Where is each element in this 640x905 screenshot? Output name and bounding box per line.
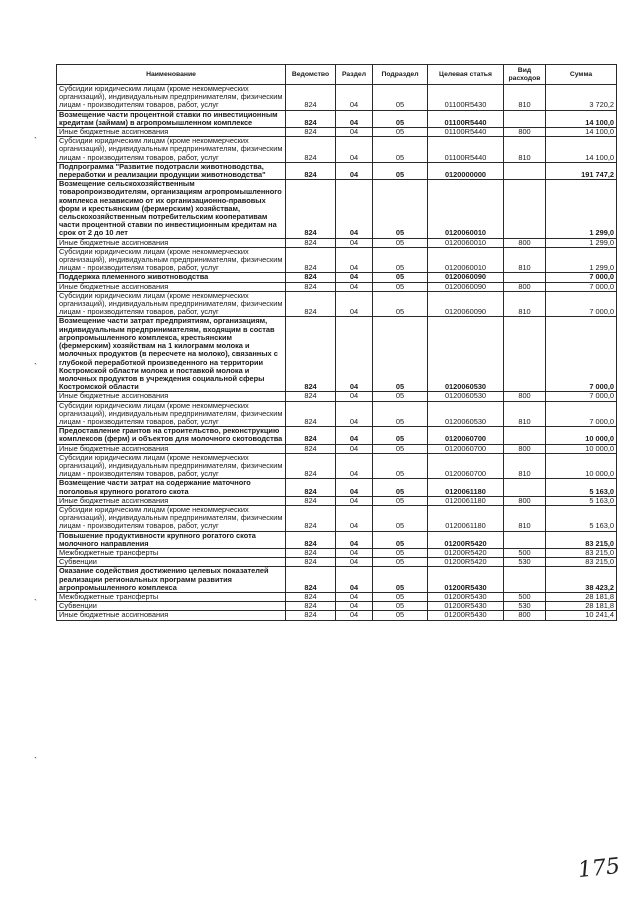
table-row (57, 137, 617, 163)
row-expense-type: 500 (504, 548, 546, 557)
row-subsection: 05 (373, 392, 428, 401)
table-row (57, 317, 617, 392)
row-expense-type (504, 567, 546, 593)
table-row (57, 567, 617, 593)
row-department: 824 (286, 427, 336, 444)
row-amount: 7 000,0 (546, 401, 617, 427)
row-department: 824 (286, 291, 336, 317)
row-target-item: 0120061180 (428, 505, 504, 531)
row-section: 04 (336, 479, 373, 496)
row-name: Повышение продуктивности крупного рогатого скота молочного направления (57, 531, 286, 548)
row-section: 04 (336, 273, 373, 282)
table-row (57, 392, 617, 401)
row-amount: 5 163,0 (546, 505, 617, 531)
row-subsection: 05 (373, 427, 428, 444)
handwritten-page-number: 175 (576, 853, 622, 884)
row-amount: 1 299,0 (546, 180, 617, 238)
row-target-item: 01200R5420 (428, 548, 504, 557)
row-subsection: 05 (373, 291, 428, 317)
table-row (57, 291, 617, 317)
table-row (57, 162, 617, 179)
row-subsection: 05 (373, 558, 428, 567)
row-section: 04 (336, 317, 373, 392)
row-name: Иные бюджетные ассигнования (57, 238, 286, 247)
header-target-item: Целевая статья (428, 65, 504, 85)
row-target-item: 0120060090 (428, 282, 504, 291)
row-department: 824 (286, 162, 336, 179)
row-expense-type (504, 479, 546, 496)
row-name: Межбюджетные трансферты (57, 548, 286, 557)
header-expense-type: Вид расходов (504, 65, 546, 85)
row-target-item: 0120000000 (428, 162, 504, 179)
row-section: 04 (336, 505, 373, 531)
row-subsection: 05 (373, 444, 428, 453)
row-expense-type: 810 (504, 453, 546, 479)
row-subsection: 05 (373, 128, 428, 137)
row-amount: 14 100,0 (546, 128, 617, 137)
table-row (57, 180, 617, 238)
row-subsection: 05 (373, 602, 428, 611)
header-department: Ведомство (286, 65, 336, 85)
row-name: Оказание содействия достижению целевых показателей реализации региональных программ развития агропромышленного комплекса (57, 567, 286, 593)
row-target-item: 0120060090 (428, 273, 504, 282)
row-department: 824 (286, 444, 336, 453)
margin-mark: ` (34, 598, 37, 608)
row-section: 04 (336, 85, 373, 111)
row-amount: 7 000,0 (546, 282, 617, 291)
row-name: Подпрограмма "Развитие подотрасли животноводства, переработки и реализации продукции животноводства" (57, 162, 286, 179)
row-department: 824 (286, 479, 336, 496)
row-name: Субвенции (57, 602, 286, 611)
header-amount: Сумма (546, 65, 617, 85)
row-department: 824 (286, 505, 336, 531)
margin-mark: ` (34, 362, 37, 372)
row-department: 824 (286, 531, 336, 548)
row-department: 824 (286, 611, 336, 620)
table-row (57, 85, 617, 111)
row-target-item: 0120060010 (428, 247, 504, 273)
row-amount: 10 000,0 (546, 444, 617, 453)
row-name: Субвенции (57, 558, 286, 567)
row-section: 04 (336, 602, 373, 611)
row-subsection: 05 (373, 401, 428, 427)
row-name: Иные бюджетные ассигнования (57, 496, 286, 505)
row-subsection: 05 (373, 567, 428, 593)
row-target-item: 01200R5420 (428, 558, 504, 567)
row-expense-type (504, 162, 546, 179)
row-section: 04 (336, 238, 373, 247)
row-name: Иные бюджетные ассигнования (57, 282, 286, 291)
row-target-item: 0120060700 (428, 444, 504, 453)
row-amount: 10 000,0 (546, 427, 617, 444)
row-subsection: 05 (373, 531, 428, 548)
row-expense-type: 810 (504, 291, 546, 317)
row-section: 04 (336, 247, 373, 273)
row-department: 824 (286, 137, 336, 163)
row-subsection: 05 (373, 273, 428, 282)
row-amount: 28 181,8 (546, 592, 617, 601)
row-amount: 3 720,2 (546, 85, 617, 111)
table-row (57, 479, 617, 496)
row-department: 824 (286, 558, 336, 567)
row-name: Иные бюджетные ассигнования (57, 611, 286, 620)
row-name: Иные бюджетные ассигнования (57, 392, 286, 401)
row-department: 824 (286, 273, 336, 282)
row-target-item: 0120060530 (428, 401, 504, 427)
margin-mark: ` (34, 756, 37, 766)
row-amount: 5 163,0 (546, 479, 617, 496)
row-subsection: 05 (373, 180, 428, 238)
row-name: Предоставление грантов на строительство, реконструкцию комплексов (ферм) и объектов для молочного скотоводства (57, 427, 286, 444)
row-target-item: 0120060090 (428, 291, 504, 317)
row-subsection: 05 (373, 548, 428, 557)
row-expense-type: 800 (504, 238, 546, 247)
row-amount: 7 000,0 (546, 273, 617, 282)
row-target-item: 01100R5440 (428, 110, 504, 127)
row-target-item: 01100R5430 (428, 85, 504, 111)
row-subsection: 05 (373, 110, 428, 127)
row-amount: 38 423,2 (546, 567, 617, 593)
row-amount: 14 100,0 (546, 137, 617, 163)
table-row (57, 602, 617, 611)
row-name: Субсидии юридическим лицам (кроме некоммерческих организаций), индивидуальным предпринимателям, физическим лицам - производителям товаров, работ, услуг (57, 85, 286, 111)
table-row (57, 531, 617, 548)
row-expense-type: 500 (504, 592, 546, 601)
row-expense-type: 800 (504, 392, 546, 401)
table-row (57, 128, 617, 137)
row-subsection: 05 (373, 85, 428, 111)
row-amount: 7 000,0 (546, 291, 617, 317)
row-amount: 83 215,0 (546, 558, 617, 567)
row-expense-type: 800 (504, 128, 546, 137)
row-section: 04 (336, 128, 373, 137)
row-section: 04 (336, 496, 373, 505)
row-expense-type (504, 317, 546, 392)
table-row (57, 505, 617, 531)
row-expense-type (504, 531, 546, 548)
row-section: 04 (336, 180, 373, 238)
row-target-item: 01200R5430 (428, 592, 504, 601)
header-subsection: Подраздел (373, 65, 428, 85)
row-target-item: 01200R5420 (428, 531, 504, 548)
row-subsection: 05 (373, 137, 428, 163)
row-department: 824 (286, 180, 336, 238)
table-row (57, 427, 617, 444)
table-row (57, 238, 617, 247)
row-subsection: 05 (373, 162, 428, 179)
row-amount: 14 100,0 (546, 110, 617, 127)
row-department: 824 (286, 128, 336, 137)
row-name: Иные бюджетные ассигнования (57, 128, 286, 137)
row-department: 824 (286, 247, 336, 273)
row-amount: 191 747,2 (546, 162, 617, 179)
row-subsection: 05 (373, 479, 428, 496)
row-department: 824 (286, 453, 336, 479)
row-target-item: 01100R5440 (428, 137, 504, 163)
row-target-item: 01100R5440 (428, 128, 504, 137)
row-section: 04 (336, 162, 373, 179)
row-expense-type: 800 (504, 282, 546, 291)
table-row (57, 282, 617, 291)
row-name: Субсидии юридическим лицам (кроме некоммерческих организаций), индивидуальным предпринимателям, физическим лицам - производителям товаров, работ, услуг (57, 247, 286, 273)
row-target-item: 0120060010 (428, 238, 504, 247)
row-section: 04 (336, 444, 373, 453)
row-name: Субсидии юридическим лицам (кроме некоммерческих организаций), индивидуальным предпринимателям, физическим лицам - производителям товаров, работ, услуг (57, 401, 286, 427)
table-row (57, 444, 617, 453)
row-name: Субсидии юридическим лицам (кроме некоммерческих организаций), индивидуальным предпринимателям, физическим лицам - производителям товаров, работ, услуг (57, 505, 286, 531)
row-section: 04 (336, 401, 373, 427)
row-subsection: 05 (373, 247, 428, 273)
table-row (57, 496, 617, 505)
row-name: Субсидии юридическим лицам (кроме некоммерческих организаций), индивидуальным предпринимателям, физическим лицам - производителям товаров, работ, услуг (57, 453, 286, 479)
row-department: 824 (286, 110, 336, 127)
row-expense-type: 530 (504, 558, 546, 567)
row-section: 04 (336, 110, 373, 127)
table-row (57, 247, 617, 273)
row-target-item: 0120060700 (428, 453, 504, 479)
row-section: 04 (336, 453, 373, 479)
table-row (57, 273, 617, 282)
row-name: Субсидии юридическим лицам (кроме некоммерческих организаций), индивидуальным предпринимателям, физическим лицам - производителям товаров, работ, услуг (57, 291, 286, 317)
table-header-row (57, 65, 617, 85)
budget-table (56, 64, 617, 621)
table-row (57, 453, 617, 479)
row-name: Возмещение части затрат предприятиям, организациям, индивидуальным предпринимателям, входящим в состав агропромышленного комплекса, крестьянским (фермерским) хозяйствам на 1 килограмм молока и молочных продуктов (в пересчете на молоко), связанных с глубокой переработкой произведенного на территории Костромской области молока и поставкой молока и молочных продуктов в учреждения социальной сферы Костромской области (57, 317, 286, 392)
row-amount: 7 000,0 (546, 317, 617, 392)
row-department: 824 (286, 401, 336, 427)
row-amount: 10 000,0 (546, 453, 617, 479)
row-section: 04 (336, 548, 373, 557)
row-target-item: 0120061180 (428, 479, 504, 496)
row-section: 04 (336, 137, 373, 163)
row-subsection: 05 (373, 282, 428, 291)
row-department: 824 (286, 282, 336, 291)
row-expense-type: 810 (504, 85, 546, 111)
row-subsection: 05 (373, 317, 428, 392)
row-expense-type: 810 (504, 247, 546, 273)
row-target-item: 0120060530 (428, 392, 504, 401)
row-expense-type: 810 (504, 137, 546, 163)
row-section: 04 (336, 282, 373, 291)
row-amount: 83 215,0 (546, 548, 617, 557)
row-expense-type: 530 (504, 602, 546, 611)
row-department: 824 (286, 602, 336, 611)
table-row (57, 558, 617, 567)
row-name: Иные бюджетные ассигнования (57, 444, 286, 453)
row-expense-type (504, 180, 546, 238)
row-section: 04 (336, 427, 373, 444)
table-row (57, 110, 617, 127)
row-amount: 5 163,0 (546, 496, 617, 505)
row-name: Возмещение части затрат на содержание маточного поголовья крупного рогатого скота (57, 479, 286, 496)
row-amount: 28 181,8 (546, 602, 617, 611)
row-name: Межбюджетные трансферты (57, 592, 286, 601)
row-expense-type (504, 427, 546, 444)
row-name: Возмещение части процентной ставки по инвестиционным кредитам (займам) в агропромышленном комплексе (57, 110, 286, 127)
row-expense-type: 800 (504, 444, 546, 453)
row-department: 824 (286, 85, 336, 111)
header-name: Наименование (57, 65, 286, 85)
row-name: Субсидии юридическим лицам (кроме некоммерческих организаций), индивидуальным предпринимателям, физическим лицам - производителям товаров, работ, услуг (57, 137, 286, 163)
row-expense-type (504, 110, 546, 127)
row-target-item: 0120060530 (428, 317, 504, 392)
row-section: 04 (336, 567, 373, 593)
row-department: 824 (286, 567, 336, 593)
row-subsection: 05 (373, 496, 428, 505)
row-section: 04 (336, 531, 373, 548)
row-target-item: 01200R5430 (428, 567, 504, 593)
row-department: 824 (286, 392, 336, 401)
table-row (57, 401, 617, 427)
row-amount: 1 299,0 (546, 238, 617, 247)
row-section: 04 (336, 392, 373, 401)
row-subsection: 05 (373, 611, 428, 620)
table-row (57, 592, 617, 601)
row-amount: 83 215,0 (546, 531, 617, 548)
table-row (57, 611, 617, 620)
row-subsection: 05 (373, 238, 428, 247)
row-subsection: 05 (373, 592, 428, 601)
row-name: Возмещение сельскохозяйственным товаропроизводителям, организациям агропромышленного комплекса независимо от их организационно-правовых форм и крестьянским (фермерским) хозяйствам, сельскохозяйственным потребительским кооперативам части процентной ставки по инвестиционным кредитам на срок от 2 до 10 лет (57, 180, 286, 238)
margin-mark: ` (34, 136, 37, 146)
row-expense-type: 810 (504, 401, 546, 427)
row-name: Поддержка племенного животноводства (57, 273, 286, 282)
row-department: 824 (286, 548, 336, 557)
row-subsection: 05 (373, 453, 428, 479)
row-amount: 7 000,0 (546, 392, 617, 401)
row-expense-type: 810 (504, 505, 546, 531)
row-expense-type: 800 (504, 611, 546, 620)
row-section: 04 (336, 592, 373, 601)
row-department: 824 (286, 496, 336, 505)
row-department: 824 (286, 317, 336, 392)
row-section: 04 (336, 291, 373, 317)
row-department: 824 (286, 592, 336, 601)
row-section: 04 (336, 558, 373, 567)
row-amount: 10 241,4 (546, 611, 617, 620)
table-row (57, 548, 617, 557)
row-section: 04 (336, 611, 373, 620)
row-target-item: 0120060010 (428, 180, 504, 238)
row-amount: 1 299,0 (546, 247, 617, 273)
row-target-item: 0120061180 (428, 496, 504, 505)
row-target-item: 01200R5430 (428, 602, 504, 611)
row-target-item: 0120060700 (428, 427, 504, 444)
row-department: 824 (286, 238, 336, 247)
row-expense-type: 800 (504, 496, 546, 505)
row-target-item: 01200R5430 (428, 611, 504, 620)
row-subsection: 05 (373, 505, 428, 531)
header-section: Раздел (336, 65, 373, 85)
row-expense-type (504, 273, 546, 282)
